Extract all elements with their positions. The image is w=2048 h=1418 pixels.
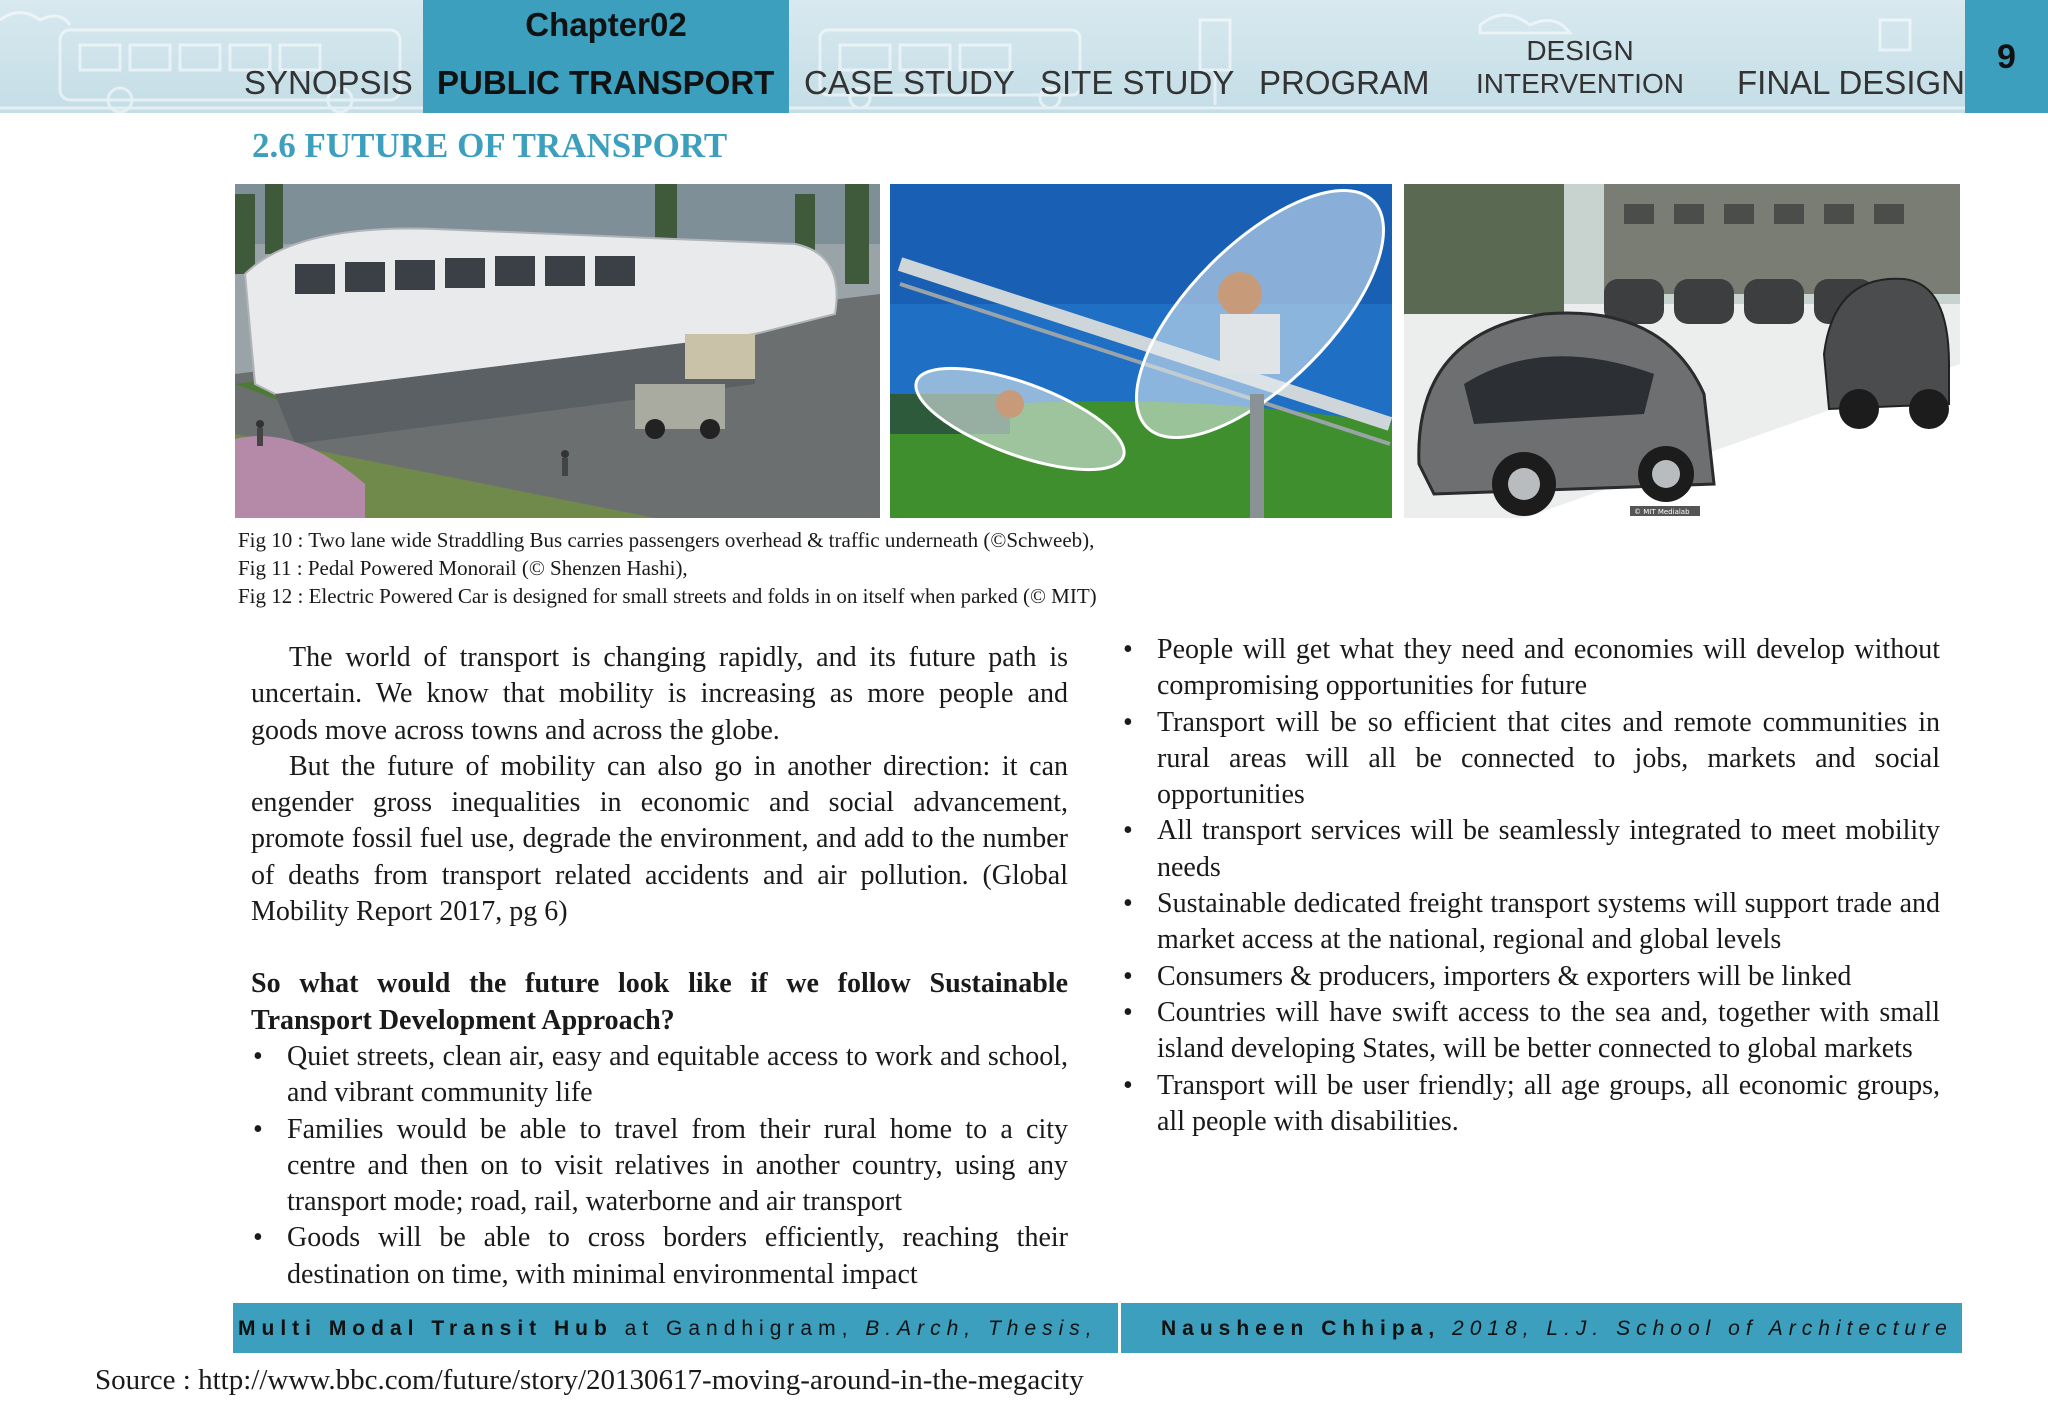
figure-pedal-monorail: [890, 184, 1392, 518]
list-item: • Transport will be user friendly; all age groups, all economic groups, all people with disabilities.: [1121, 1068, 1940, 1141]
right-column: [1121, 632, 1940, 1140]
list-item: • Transport will be so efficient that cites and remote communities in rural areas will all be connected to jobs, markets and social opportunities: [1121, 705, 1940, 814]
intro-paragraph: The world of transport is changing rapidly, and its future path is uncertain. We know that mobility is increasing as more people and goods move across towns and across the globe.: [251, 642, 1068, 746]
list-item: • Sustainable dedicated freight transport systems will support trade and market access at the national, regional and global levels: [1121, 886, 1940, 959]
section-title: 2.6 FUTURE OF TRANSPORT: [252, 126, 728, 165]
footer-author: [1161, 1317, 1953, 1341]
footer-project-name: Multi Modal Transit Hub: [238, 1317, 613, 1340]
nav-site-study[interactable]: SITE STUDY: [1040, 64, 1235, 101]
nav-design-intervention-line2: INTERVENTION: [1476, 68, 1684, 99]
nav-design-intervention[interactable]: [1470, 34, 1690, 100]
source-citation: Source : http://www.bbc.com/future/story/20130617-moving-around-in-the-megacity: [95, 1364, 1084, 1396]
right-bullet-list: [1121, 632, 1940, 1140]
list-item: • People will get what they need and economies will develop without compromising opportunities for future: [1121, 632, 1940, 705]
list-item: • Quiet streets, clean air, easy and equitable access to work and school, and vibrant community life: [251, 1039, 1068, 1112]
left-column: [251, 640, 1068, 1293]
list-item: • Countries will have swift access to the sea and, together with small island developing States, will be better connected to global markets: [1121, 995, 1940, 1068]
caption-fig12: Fig 12 : Electric Powered Car is designed for small streets and folds in on itself when parked (© MIT): [238, 584, 1097, 608]
left-bullet-list: [251, 1039, 1068, 1293]
sustainable-question: So what would the future look like if we follow Sustainable Transport Development Approach?: [251, 968, 1068, 1036]
figure-captions: [238, 526, 1097, 610]
figure-straddling-bus: [235, 184, 880, 518]
list-item: • Goods will be able to cross borders efficiently, reaching their destination on time, with minimal environmental impact: [251, 1220, 1068, 1293]
chapter-label: Chapter02: [525, 6, 687, 43]
list-item: • Consumers & producers, importers & exporters will be linked: [1121, 959, 1940, 995]
figure-electric-car: [1404, 184, 1960, 518]
page-number: 9: [1997, 38, 2016, 76]
caption-fig11: Fig 11 : Pedal Powered Monorail (© Shenzen Hashi),: [238, 556, 688, 580]
nav-final-design[interactable]: FINAL DESIGN: [1737, 64, 1965, 101]
second-paragraph: But the future of mobility can also go in another direction: it can engender gross inequalities in economic and social advancement, promote fossil fuel use, degrade the environment, and add to the number of deaths from transport related accidents and air pollution. (Global Mobility Report 2017, pg 6): [251, 750, 1068, 928]
nav-synopsis[interactable]: SYNOPSIS: [244, 64, 413, 101]
footer-degree: B.Arch, Thesis,: [865, 1317, 1098, 1340]
footer-school: 2018, L.J. School of Architecture: [1440, 1317, 1953, 1340]
list-item: • Families would be able to travel from their rural home to a city centre and then on to visit relatives in another country, using any transport mode; road, rail, waterborne and air transport: [251, 1112, 1068, 1221]
nav-case-study[interactable]: CASE STUDY: [804, 64, 1015, 101]
nav-program[interactable]: PROGRAM: [1259, 64, 1430, 101]
fig-credit: © MIT Medialab: [1634, 508, 1690, 516]
nav-design-intervention-line1: DESIGN: [1526, 35, 1634, 66]
footer-project-title: [238, 1317, 1098, 1341]
footer-author-name: Nausheen Chhipa,: [1161, 1317, 1441, 1340]
list-item: • All transport services will be seamlessly integrated to meet mobility needs: [1121, 813, 1940, 886]
nav-public-transport[interactable]: PUBLIC TRANSPORT: [437, 64, 775, 101]
footer-location: at Gandhigram,: [612, 1317, 866, 1340]
caption-fig10: Fig 10 : Two lane wide Straddling Bus carries passengers overhead & traffic underneath (©Schweeb),: [238, 528, 1095, 552]
